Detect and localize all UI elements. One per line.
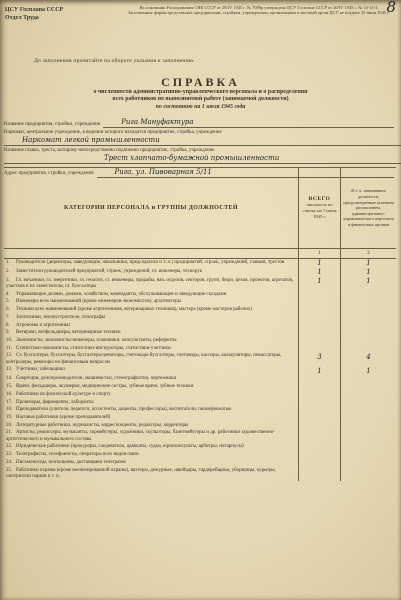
category-cell [4,337,298,345]
row-number: 6. [6,307,10,313]
staff-cell [340,391,396,399]
row-text: Работники по физической культуре и спорту [16,391,111,397]
staff-cell [340,314,396,322]
table-row [4,345,396,353]
header-category: КАТЕГОРИИ ПЕРСОНАЛА и ГРУППЫ ДОЛЖНОСТЕЙ [63,205,239,211]
total-cell [298,399,340,407]
column-numbers [4,249,396,259]
total-cell [298,422,340,430]
table-row [4,452,396,460]
category-cell [4,467,298,481]
row-text: Управляющие делами, домами, хозяйством, коменданты, обслуживающие и заведующие складами [16,291,227,297]
staff-cell [340,291,396,299]
category-cell [4,407,298,415]
table-row [4,367,396,376]
row-text: Провизоры, фармацевты, лаборанты [16,399,94,405]
row-text: Агрономы и агротехники [16,322,70,328]
row-text: Учетчики, табельщики [16,367,65,373]
field-enterprise-name [4,116,394,128]
category-cell [4,353,298,367]
table-row [4,268,396,277]
row-number: 9. [6,330,10,336]
category-cell [4,414,298,422]
staff-cell [340,376,396,384]
staff-cell [340,330,396,338]
table-row [4,430,396,444]
table-row [4,459,396,467]
issuer-block [5,6,63,22]
category-cell [4,384,298,392]
row-text: Ветврачи, ветфельдшеры, ветеринарные техники [16,330,121,336]
total-cell [298,384,340,392]
row-number: 2. [6,268,10,274]
table-row [4,384,396,392]
total-cell [298,467,340,481]
staff-cell [340,444,396,452]
row-number: 14. [6,376,13,382]
staff-cell [340,459,396,467]
total-cell [298,444,340,452]
staff-cell [340,467,396,481]
staff-cell [340,299,396,307]
field-value: Рига Мануфактура [103,118,394,128]
title-line-2: всех работников по выполняемой работе (занимаемой должности) [112,96,289,103]
total-cell [298,414,340,422]
row-text: Артисты, режиссеры, музыканты, хормейстеры, художники, скульпторы, балетмейстеры и др. работники художественно-артистического и музыкального состава [6,430,275,442]
header-staff: В т. ч. занимавших должности, предусмотренные штатным расписанием, административно-управленческого персонала и финансовых органов [340,168,396,248]
table-row [4,337,396,345]
document-title [0,76,401,111]
total-cell: 1 [298,277,340,291]
staff-cell: 1 [340,259,396,268]
category-cell [4,268,298,277]
category-cell [4,376,298,384]
category-cell [4,459,298,467]
total-cell [298,322,340,330]
row-text: Врачи, фельдшеры, акушерки, медицинские сестры, зубные врачи, зубные техники [16,384,194,390]
field-value: Трест хлопчато-бумажной промышленности [4,154,401,164]
row-text: Научные работники (кроме преподавателей) [16,414,111,420]
table-row [4,299,396,307]
row-text: Статистики-экономисты, статистики-инструкторы, статистики-учетчики [16,345,171,351]
field-label: Адрес предприятия, стройки, учреждения [4,171,94,176]
category-cell [4,367,298,376]
total-cell [298,337,340,345]
row-number: 19. [6,414,13,420]
field-commissariat [4,130,394,147]
row-number: 21. [6,430,13,436]
row-number: 15. [6,384,13,390]
total-cell [298,452,340,460]
category-cell [4,391,298,399]
table-row [4,330,396,338]
row-text: Юридические работники (прокуроры, следователи, адвокаты, судьи, юрисконсульты, арбитры, нотариусы) [16,444,244,450]
row-number: 5. [6,299,10,305]
row-text: Инженеры всех наименований (кроме инженеров-экономистов), архитекторы [16,299,182,305]
row-text: Зоотехники, землеустроители, топографы [16,314,106,320]
row-number: 20. [6,422,13,428]
fill-notice: До заполнения прочитайте на обороте указания к заполнению. [34,58,195,64]
category-cell [4,422,298,430]
category-cell [4,259,298,268]
header-total-bold: ВСЕГО [308,196,331,202]
page-mark: 8 [386,0,396,16]
staff-cell [340,407,396,415]
table-row [4,259,396,268]
table-header [4,168,396,249]
staff-cell: 1 [340,277,396,291]
row-number: 10. [6,337,13,343]
table-row [4,322,396,330]
category-cell [4,322,298,330]
row-text: Секретари, делопроизводители, машинистки, стенографистки, чертежники [16,376,177,382]
total-cell [298,330,340,338]
title-main: СПРАВКА [161,75,240,89]
total-cell: 3 [298,353,340,367]
row-text: Ст. бухгалтеры, бухгалтеры, бухгалтеры-ревизоры, счетоводы-бухгалтеры, счетоводы, кассиры, калькуляторы, инкассаторы, контролеры, ревизоры по финансовым вопросам [6,353,282,365]
category-cell [4,307,298,315]
table-row [4,407,396,415]
issuer-org: ЦСУ Госплана СССР [5,7,64,13]
row-number: 16. [6,391,13,397]
table-row [4,376,396,384]
row-number: 17. [6,399,13,405]
row-text: Литературные работники, журналисты, корреспонденты, редакторы, корректоры [16,422,189,428]
staff-cell [340,337,396,345]
row-number: 12. [6,353,13,359]
staff-cell [340,384,396,392]
field-label: Наркомат, центральное учреждение, в ведении которого находится предприятие, стройка, учреждение [4,129,222,135]
category-cell [4,277,298,291]
staff-cell [340,422,396,430]
total-cell [298,291,340,299]
row-number: 25. [6,467,13,473]
row-number: 11. [6,345,13,351]
staff-cell: 1 [340,367,396,376]
total-cell [298,307,340,315]
row-text: Работники охраны (кроме военизированной охраны), вахтеры, дежурные, швейцары, гардеробщики, уборщицы, курьеры, смотрители парков и т. п. [6,467,276,480]
category-cell [4,299,298,307]
column-number-2: 2 [340,249,396,258]
title-line-1: о численности административно-управленческого персонала и о распределении [93,89,308,95]
row-number: 22. [6,444,13,450]
issuer-dept: Отдел Труда [5,15,39,21]
row-number: 1. [6,259,10,265]
table-row [4,307,396,315]
category-cell [4,330,298,338]
table-row [4,391,396,399]
total-cell [298,299,340,307]
table-row [4,353,396,367]
row-text: Руководители (директоры, заведующие, начальники, председатели и т. п.) предприятий, строек, учреждений, главков, трестов [16,259,285,265]
staff-cell [340,414,396,422]
column-number-1: 1 [298,249,340,258]
staff-cell: 4 [340,353,396,367]
field-value: Наркомат легкой промышленности [4,136,401,146]
total-cell [298,407,340,415]
staff-cell [340,430,396,444]
row-number: 13. [6,367,13,373]
table-row [4,277,396,291]
row-text: Письмоносцы, почтальоны, доставщики телеграмм [16,459,126,465]
total-cell: 1 [298,268,340,277]
row-number: 23. [6,452,13,458]
table-body [4,259,396,481]
table-row [4,314,396,322]
total-cell [298,391,340,399]
row-text: Преподаватели (учителя, педагоги, ассистенты, доценты, профессоры), воспитатели, пионервожатые [16,407,232,413]
row-text: Техники всех наименований (кроме агротехников, ветеринарных техников), мастера (кроме мастеров рабочих) [16,307,253,313]
header-total-text: числилось по списку на 1 июля 1945 г. [302,202,337,219]
row-number: 24. [6,459,13,465]
total-cell: 1 [298,259,340,268]
category-cell [4,399,298,407]
total-cell [298,345,340,353]
table-row [4,467,396,481]
staff-cell [340,399,396,407]
table-row [4,422,396,430]
total-cell [298,459,340,467]
table-row [4,444,396,452]
staff-cell [340,307,396,315]
total-cell [298,314,340,322]
row-number: 18. [6,407,13,413]
category-cell [4,430,298,444]
staff-cell [340,452,396,460]
staff-cell [340,345,396,353]
total-cell [298,430,340,444]
row-text: Заместители руководителей предприятий, строек, учреждений, гл. инженеры, технорук [16,268,203,274]
total-cell [298,376,340,384]
row-text: Экономисты, экономисты-инженеры, плановики, консультанты, референты [16,337,177,343]
field-label: Название предприятия, стройки, учреждения [4,121,101,127]
field-trust [4,148,394,165]
title-date: по состоянию на 1 июля 1945 года [155,103,246,110]
row-number: 7. [6,314,10,320]
field-label: Название главка, треста, которому непосредственно подчинено предприятие, стройка, учреждение [4,147,215,153]
row-text: Гл. механики, гл. энергетики, гл. геологи, ст. инженеры, прорабы, нач. отделов, секторов, групп, бюро, цехов, проектов, агрегатов, участков и их заместители, гл. бухгалтеры [6,277,294,290]
field-value: Рига, ул. Пивоварная 5/11 [97,168,394,178]
row-number: 8. [6,322,10,328]
row-number: 4. [6,291,10,297]
category-cell [4,345,298,353]
category-cell [4,314,298,322]
category-cell [4,452,298,460]
column-number-empty [4,249,298,258]
row-text: Телеграфисты, телефонисты, операторы всех видов связи [16,452,139,458]
table-row [4,291,396,299]
category-cell [4,444,298,452]
table-row [4,414,396,422]
header-total [298,168,340,248]
category-cell [4,291,298,299]
row-number: 3. [6,277,10,283]
personnel-table [4,167,396,597]
staff-cell: 1 [340,268,396,277]
table-row [4,399,396,407]
total-cell: 1 [298,367,340,376]
staff-cell [340,322,396,330]
approval-note: На основании Распоряжения СНК СССР от 28/IV 1945 г. № 7089р утверждена ЦСУ Госплана СССР от 30/IV 1945 г. № 14-15-3. Заполненные формы представлять предприятиям, стройкам, учреждениям, организациям в местный орган ЦСУ не позднее 15 июля 1945 г. [128,5,390,16]
